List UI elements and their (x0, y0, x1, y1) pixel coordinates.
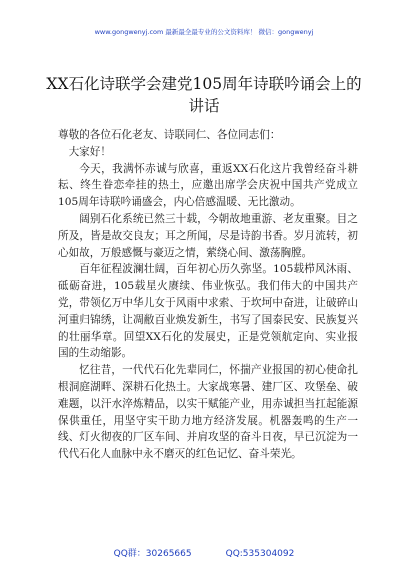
qq-group: QQ群：30265665 (113, 549, 192, 559)
document-body (58, 127, 358, 463)
qq-number: QQ:535304092 (225, 549, 295, 559)
paragraph-3: 百年征程波澜壮阔，百年初心历久弥坚。105载栉风沐雨、砥砺奋进，105载星火赓续、伟业恢弘。我们伟大的中国共产党，带领亿万中华儿女于风雨中求索、于坎坷中奋进，让破碎山河重归锦绣，让凋敝百业焕发新生，书写了国泰民安、民族复兴的壮丽华章。回望XX石化的发展史，正是党领航定向、实业报国的生动缩影。 (58, 263, 358, 360)
site-header: www.gongwenyj.com 最新最全最专业的公文资料库！ 微信：gongwenyj (94, 28, 314, 36)
paragraph-4: 忆往昔，一代代石化先辈同仁，怀揣产业报国的初心使命扎根洞庭湖畔、深耕石化热土。大家战寒暑、建厂区、攻堡垒、破难题，以汗水淬炼精品，以实干赋能产业，用赤诚担当扛起能源保供重任，用坚守实干助力地方经济发展。机器轰鸣的生产一线、灯火彻夜的厂区车间、并肩攻坚的奋斗日夜，早已沉淀为一代代石化人血脉中永不磨灭的红色记忆、奋斗荣光。 (58, 364, 358, 461)
contact-footer (0, 546, 408, 559)
paragraph-2: 阔别石化系统已然三十载，今朝故地重游、老友重聚。目之所及，皆是故交良友；耳之所闻，尽是诗韵书香。岁月流转，初心如故，万般感慨与豪迈之情，萦绕心间、激荡胸膛。 (58, 212, 358, 259)
paragraph-1: 今天，我满怀赤诚与欣喜，重返XX石化这片我曾经奋斗耕耘、终生眷恋牵挂的热土，应邀出席学会庆祝中国共产党成立105周年诗联吟诵盛会，内心倍感温暖、无比激动。 (58, 162, 358, 209)
document-title: XX石化诗联学会建党105周年诗联吟诵会上的讲话 (46, 75, 362, 115)
salutation: 尊敬的各位石化老友、诗联同仁、各位同志们： (58, 129, 281, 141)
greeting: 大家好！ (68, 145, 111, 158)
